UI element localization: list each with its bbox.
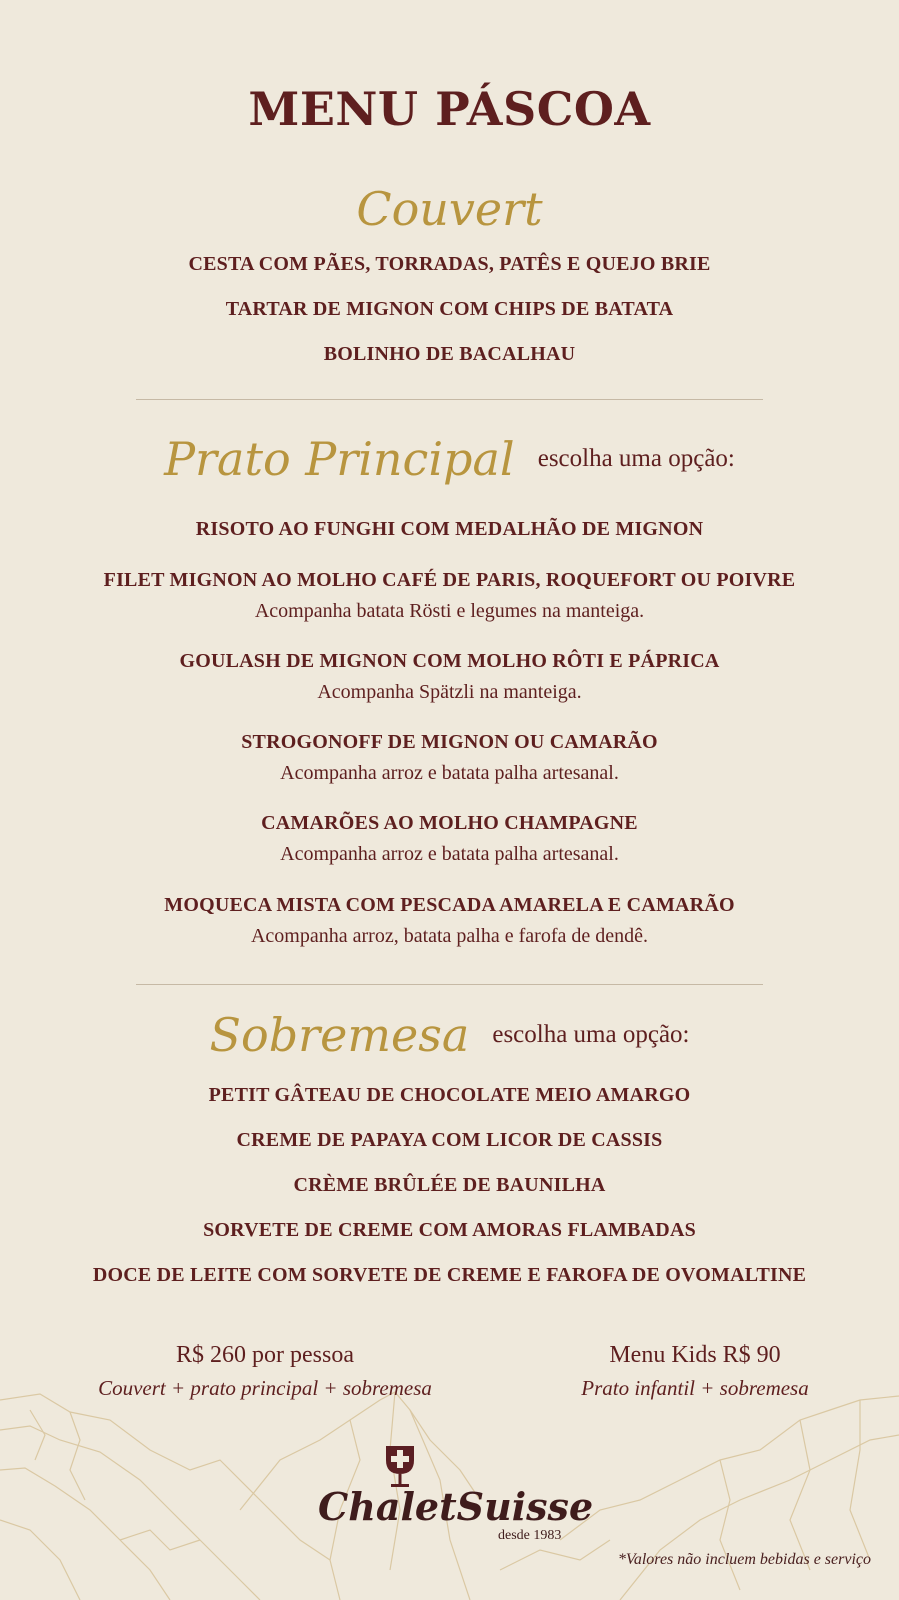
principal-item-note: Acompanha arroz e batata palha artesanal. <box>280 843 619 865</box>
sobremesa-item: PETIT GÂTEAU DE CHOCOLATE MEIO AMARGO <box>208 1084 691 1106</box>
couvert-item: TARTAR DE MIGNON COM CHIPS DE BATATA <box>225 298 674 320</box>
logo-wordmark: ChaletSuisse <box>318 1484 594 1529</box>
principal-item-note: Acompanha arroz e batata palha artesanal. <box>280 762 619 784</box>
sobremesa-item: CREME DE PAPAYA COM LICOR DE CASSIS <box>236 1129 663 1151</box>
principal-item-note: Acompanha arroz, batata palha e farofa de dendê. <box>250 925 648 947</box>
adult-price: R$ 260 por pessoa <box>176 1342 354 1368</box>
principal-heading: Prato Principal <box>164 432 515 486</box>
section-divider <box>136 984 763 985</box>
principal-item: RISOTO AO FUNGHI COM MEDALHÃO DE MIGNON <box>195 518 704 540</box>
page-title: MENU PÁSCOA <box>248 82 651 136</box>
sobremesa-choose-text: escolha uma opção: <box>492 1021 690 1048</box>
adult-price-block <box>60 1342 470 1401</box>
kids-price-block <box>540 1342 850 1401</box>
couvert-item: CESTA COM PÃES, TORRADAS, PATÊS E QUEJO BRIE <box>188 253 711 275</box>
section-divider <box>136 399 763 400</box>
kids-price: Menu Kids R$ 90 <box>609 1342 781 1368</box>
principal-heading-row <box>0 432 899 486</box>
footnote: *Valores não incluem bebidas e serviço <box>617 1551 871 1568</box>
couvert-item: BOLINHO DE BACALHAU <box>323 343 576 365</box>
couvert-heading: Couvert <box>356 182 543 236</box>
principal-item: STROGONOFF DE MIGNON OU CAMARÃO <box>241 731 658 753</box>
sobremesa-item: SORVETE DE CREME COM AMORAS FLAMBADAS <box>203 1219 696 1241</box>
principal-item-note: Acompanha batata Rösti e legumes na manteiga. <box>254 600 645 622</box>
principal-item: GOULASH DE MIGNON COM MOLHO RÔTI E PÁPRICA <box>179 650 720 672</box>
logo-since: desde 1983 <box>498 1528 562 1543</box>
sobremesa-heading-row <box>0 1008 899 1062</box>
chalet-suisse-logo <box>318 1444 594 1544</box>
sobremesa-item: CRÈME BRÛLÉE DE BAUNILHA <box>293 1174 606 1196</box>
principal-item: MOQUECA MISTA COM PESCADA AMARELA E CAMARÃO <box>164 894 735 916</box>
adult-price-note: Couvert + prato principal + sobremesa <box>98 1376 432 1400</box>
principal-item: FILET MIGNON AO MOLHO CAFÉ DE PARIS, ROQUEFORT OU POIVRE <box>103 569 796 591</box>
principal-item-note: Acompanha Spätzli na manteiga. <box>317 681 582 703</box>
sobremesa-heading: Sobremesa <box>209 1008 470 1062</box>
kids-price-note: Prato infantil + sobremesa <box>581 1376 809 1400</box>
principal-choose-text: escolha uma opção: <box>537 445 735 472</box>
principal-item: CAMARÕES AO MOLHO CHAMPAGNE <box>261 812 638 834</box>
sobremesa-item: DOCE DE LEITE COM SORVETE DE CREME E FAROFA DE OVOMALTINE <box>92 1264 807 1286</box>
